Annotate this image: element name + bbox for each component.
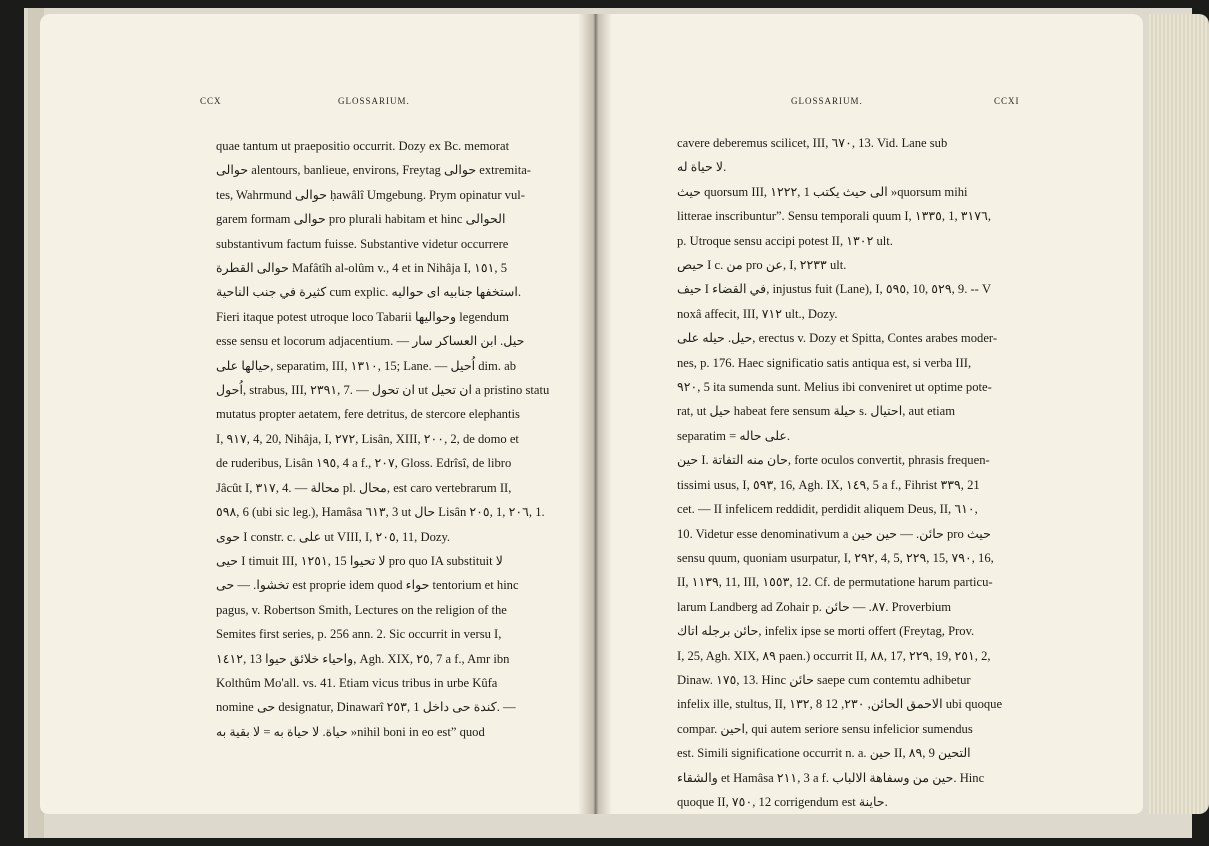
text-line: separatim = على حاله. xyxy=(677,428,791,443)
text-line: حوالى القطرة Mafâtîh al-olûm v., 4 et in Nihâja I, ١٥١, 5 xyxy=(216,261,507,276)
text-line: Fieri itaque potest utroque loco Tabarii وحواليها legendum xyxy=(216,309,509,324)
text-line: حيل. حيله على, erectus v. Dozy et Spitta, Contes arabes moder- xyxy=(677,331,998,346)
text-line: I, 25, Agh. XIX, ٨٩ paen.) occurrit II, ٨٨, 17, ٢٢٩, 19, ٢٥١, 2, xyxy=(677,648,991,663)
text-line: Semites first series, p. 256 ann. 2. Sic occurrit in versu I, xyxy=(216,627,502,642)
page-stack-edge xyxy=(1149,14,1209,814)
text-line: حيص I c. من pro عن, I, ٢٢٣٣ ult. xyxy=(677,258,847,273)
text-line: est. Simili significatione occurrit n. a. حين II, ٨٩, 9 التحين xyxy=(677,746,971,761)
text-line: حيف I في القضاء, injustus fuit (Lane), I, ٥٩٥, 10, ٥٢٩, 9. -- V xyxy=(677,282,992,297)
text-line: 10. Videtur esse denominativum a حائن. — حين حين pro حيث xyxy=(677,526,991,541)
text-line: تخشوا. — حى est proprie idem quod حواء tentorium et hinc xyxy=(216,578,519,593)
text-line: esse sensu et locorum adjacentium. — حيل. ابن العساكر سار xyxy=(216,334,525,349)
page-number-left: CCX xyxy=(200,96,222,106)
text-line: infelix ille, stultus, II, ١٣٢, 8 الاحمق الحائن, ٢٣٠, 12 ubi quoque xyxy=(677,697,1003,712)
text-line: cet. — II infelicem reddidit, perdidit aliquem Deus, II, ٦١٠, xyxy=(677,502,978,517)
text-line: noxâ affecit, III, ٧١٢ ult., Dozy. xyxy=(677,306,838,321)
text-line: pagus, v. Robertson Smith, Lectures on the religion of the xyxy=(216,602,507,617)
book-gutter xyxy=(578,14,612,814)
text-line: larum Landberg ad Zohair p. ٨٧. — حائن. Proverbium xyxy=(677,599,952,614)
text-line: cavere deberemus scilicet, III, ٦٧٠, 13. Vid. Lane sub xyxy=(677,136,948,150)
text-line: كثيرة في جنب الناحية cum explic. استخفها جنابيه اى حواليه. xyxy=(216,285,522,300)
text-line: tissimi usus, I, ٥٩٣, 16, Agh. IX, ١٤٩, 5 a f., Fihrist ٣٣٩, 21 xyxy=(677,477,980,492)
text-line: ٥٩٨, 6 (ubi sic leg.), Hamâsa ٦١٣, 3 ut حال Lisân ٢٠٥, 1, ٢٠٦, 1. xyxy=(216,505,545,520)
text-line: حين I. حان منه التفاتة, forte oculos convertit, phrasis frequen- xyxy=(677,453,990,468)
text-line: II, ١١٣٩, 11, III, ١٥٥٣, 12. Cf. de permutatione harum particu- xyxy=(677,575,993,590)
left-page-body xyxy=(216,134,568,744)
text-line: لا حياة له. xyxy=(677,160,727,175)
text-line: ١٤١٢, 13 واحياء خلائق حيوا, Agh. XIX, ٢٥, 7 a f., Amr ibn xyxy=(216,651,510,666)
text-line: حوى I constr. c. على ut VIII, I, ٢٠٥, 11, Dozy. xyxy=(216,529,451,544)
text-line: substantivum factum fuisse. Substantive videtur occurrere xyxy=(216,236,509,251)
text-line: garem formam حوالى pro plurali habitam et hinc الحوالى xyxy=(216,212,506,227)
right-page-body xyxy=(677,131,1041,814)
text-line: litterae inscribuntur”. Sensu temporali quum I, ١٣٣٥, 1, ٣١٧٦, xyxy=(677,209,991,224)
page-number-right: CCXI xyxy=(994,96,1020,106)
text-line: de ruderibus, Lisân ١٩٥, 4 a f., ٢٠٧, Gloss. Edrîsî, de libro xyxy=(216,456,512,471)
text-line: compar. احين, qui autem seriore sensu infelicior sumendus xyxy=(677,721,973,736)
running-head-left: GLOSSARIUM. xyxy=(338,96,410,106)
text-line: quoque II, ٧٥٠, 12 corrigendum est حاينة. xyxy=(677,794,888,809)
text-line: Dinaw. ١٧٥, 13. Hinc حائن saepe cum contemtu adhibetur xyxy=(677,672,971,687)
text-line: والشقاء et Hamâsa ٢١١, 3 a f. حين من وسفاهة الالباب. Hinc xyxy=(677,770,985,785)
text-line: Kolthûm Mo'all. vs. 41. Etiam vicus tribus in urbe Kûfa xyxy=(216,675,498,690)
text-line: sensu quum, quoniam usurpatur, I, ٢٩٢, 4, 5, ٢٢٩, 15, ٧٩٠, 16, xyxy=(677,550,994,565)
text-line: حيى I timuit III, ١٢٥١, 15 لا تحيوا pro quo IA substituit لا xyxy=(216,553,503,568)
text-line: ٩٢٠, 5 ita sumenda sunt. Melius ibi conveniret ut optime pote- xyxy=(677,380,992,395)
running-head-right: GLOSSARIUM. xyxy=(791,96,863,106)
text-line: Jâcût I, ٣١٧, 4. — محالة pl. محال, est caro vertebrarum II, xyxy=(216,480,512,495)
left-page xyxy=(40,14,595,814)
text-line: rat, ut حيل habeat fere sensum حيلة s. احتيال, aut etiam xyxy=(677,404,956,419)
right-page xyxy=(595,14,1143,814)
text-line: tes, Wahrmund حوالى ḥawâlî Umgebung. Prym opinatur vul- xyxy=(216,187,525,202)
text-line: I, ٩١٧, 4, 20, Nihâja, I, ٢٧٢, Lisân, XIII, ٢٠٠, 2, de domo et xyxy=(216,431,519,446)
text-line: mutatus propter aetatem, fere detritus, de stercore elephantis xyxy=(216,407,520,422)
text-line: حوالى alentours, banlieue, environs, Freytag حوالى extremita- xyxy=(216,163,532,178)
text-line: اُحول, strabus, III, ٢٣٩١, 7. — ان تحول ut ان تحيل a pristino statu xyxy=(216,383,550,398)
text-line: nes, p. 176. Haec significatio satis antiqua est, si verba III, xyxy=(677,355,972,370)
text-line: nomine حى designatur, Dinawarî ٢٥٣, 1 كندة حى داخل. — xyxy=(216,700,516,715)
text-line: quae tantum ut praepositio occurrit. Dozy ex Bc. memorat xyxy=(216,139,510,153)
text-line: حيالها على, separatim, III, ١٣١٠, 15; Lane. — اُحيل dim. ab xyxy=(216,358,517,373)
text-line: حائن برجله اتاك, infelix ipse se morti offert (Freytag, Prov. xyxy=(677,624,975,639)
text-line: حياة. لا حياة به = لا بقية به »nihil boni in eo est” quod xyxy=(216,724,485,739)
text-line: حيث quorsum III, ١٢٢٢, 1 الى حيث يكتب »quorsum mihi xyxy=(677,184,968,199)
text-line: p. Utroque sensu accipi potest II, ١٣٠٢ ult. xyxy=(677,233,893,248)
